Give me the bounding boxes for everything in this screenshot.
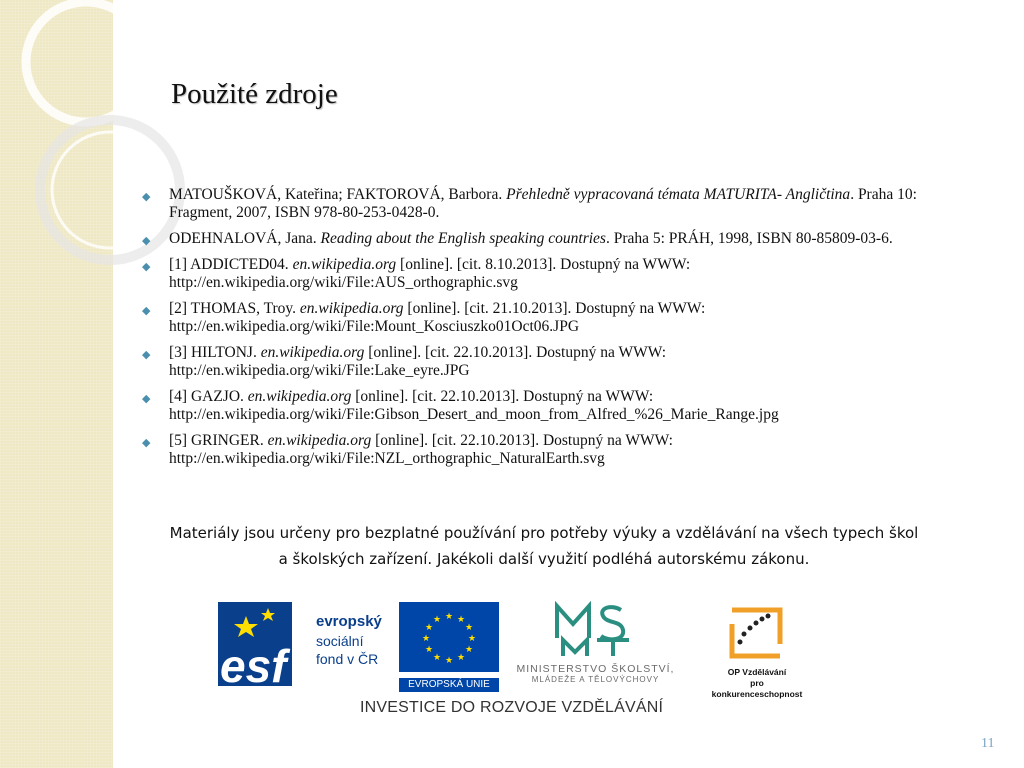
svg-text:★: ★ bbox=[432, 615, 442, 625]
svg-text:★: ★ bbox=[464, 623, 474, 633]
logo-strip bbox=[218, 600, 818, 720]
svg-text:fond v ČR: fond v ČR bbox=[316, 651, 379, 667]
reference-url: http://en.wikipedia.org/wiki/File:AUS_orthographic.svg bbox=[169, 274, 518, 291]
reference-item: ◆ MATOUŠKOVÁ, Kateřina; FAKTOROVÁ, Barbora. Přehledně vypracovaná témata MATURITA- Angličtina. Praha 10: Fragment, 2007, ISBN 978-80-253-0428-0. bbox=[142, 186, 917, 221]
svg-text:★: ★ bbox=[456, 653, 466, 663]
reference-item: ◆ [1] ADDICTED04. en.wikipedia.org [online]. [cit. 8.10.2013]. Dostupný na WWW: http://en.wikipedia.org/wiki/File:AUS_orthographic.svg bbox=[142, 256, 952, 292]
reference-item: ◆ [4] GAZJO. en.wikipedia.org [online]. [cit. 22.10.2013]. Dostupný na WWW: http://en.wikipedia.org/wiki/File:Gibson_Desert_and_moon_from_Alfred_%26_Marie_Range.jpg bbox=[142, 388, 952, 424]
svg-text:★: ★ bbox=[444, 612, 454, 622]
page-number: 11 bbox=[981, 736, 995, 751]
reference-item: ◆ [2] THOMAS, Troy. en.wikipedia.org [online]. [cit. 21.10.2013]. Dostupný na WWW: http://en.wikipedia.org/wiki/File:Mount_Kosciuszko01Oct06.JPG bbox=[142, 300, 952, 336]
bullet-icon: ◆ bbox=[142, 261, 151, 273]
eu-logo bbox=[399, 602, 499, 690]
svg-text:★: ★ bbox=[464, 645, 474, 655]
svg-text:sociální: sociální bbox=[316, 633, 364, 649]
svg-text:★: ★ bbox=[444, 656, 454, 666]
bullet-icon: ◆ bbox=[142, 393, 151, 405]
usage-note: Materiály jsou určeny pro bezplatné používání pro potřeby výuky a vzdělávání na všech typech škol a školských zařízení. Jakékoli další využití podléhá autorskému zákonu. bbox=[169, 524, 919, 568]
reference-url: http://en.wikipedia.org/wiki/File:Lake_eyre.JPG bbox=[169, 362, 470, 379]
svg-text:★: ★ bbox=[432, 653, 442, 663]
decorative-side-band bbox=[0, 0, 113, 768]
eu-flag-icon bbox=[399, 602, 499, 672]
slide-title: Použité zdroje bbox=[171, 78, 338, 110]
bullet-icon: ◆ bbox=[142, 349, 151, 361]
svg-text:★: ★ bbox=[467, 634, 477, 644]
op-logo: OP Vzdělávání pro konkurenceschopnost bbox=[709, 604, 805, 688]
svg-text:★: ★ bbox=[456, 615, 466, 625]
bullet-icon: ◆ bbox=[142, 305, 151, 317]
reference-url: http://en.wikipedia.org/wiki/File:Mount_Kosciuszko01Oct06.JPG bbox=[169, 318, 580, 335]
esf-logo bbox=[218, 602, 398, 686]
eu-label: EVROPSKÁ UNIE bbox=[399, 678, 499, 692]
svg-text:evropský: evropský bbox=[316, 613, 382, 630]
msmt-logo: MINISTERSTVO ŠKOLSTVÍ, MLÁDEŽE A TĚLOVÝCHOVY bbox=[508, 600, 683, 690]
reference-url: http://en.wikipedia.org/wiki/File:NZL_orthographic_NaturalEarth.svg bbox=[169, 450, 605, 467]
investice-slogan: INVESTICE DO ROZVOJE VZDĚLÁVÁNÍ bbox=[360, 699, 664, 716]
reference-item: ◆ [5] GRINGER. en.wikipedia.org [online]. [cit. 22.10.2013]. Dostupný na WWW: http://en.wikipedia.org/wiki/File:NZL_orthographic_NaturalEarth.svg bbox=[142, 432, 952, 468]
reference-item: ◆ [3] HILTONJ. en.wikipedia.org [online]. [cit. 22.10.2013]. Dostupný na WWW: http://en.wikipedia.org/wiki/File:Lake_eyre.JPG bbox=[142, 344, 952, 380]
svg-text:★: ★ bbox=[424, 645, 434, 655]
bullet-icon: ◆ bbox=[142, 235, 151, 247]
references-list bbox=[142, 186, 952, 476]
msmt-mark-icon bbox=[551, 600, 641, 658]
reference-item: ◆ ODEHNALOVÁ, Jana. Reading about the English speaking countries. Praha 5: PRÁH, 1998, ISBN 80-85809-03-6. bbox=[142, 230, 952, 248]
svg-text:★: ★ bbox=[421, 634, 431, 644]
svg-text:★: ★ bbox=[424, 623, 434, 633]
svg-text:esf: esf bbox=[220, 640, 287, 686]
reference-url: http://en.wikipedia.org/wiki/File:Gibson_Desert_and_moon_from_Alfred_%26_Marie_Range.jpg bbox=[169, 406, 779, 423]
bullet-icon: ◆ bbox=[142, 191, 151, 203]
op-mark-icon bbox=[722, 604, 792, 662]
bullet-icon: ◆ bbox=[142, 437, 151, 449]
